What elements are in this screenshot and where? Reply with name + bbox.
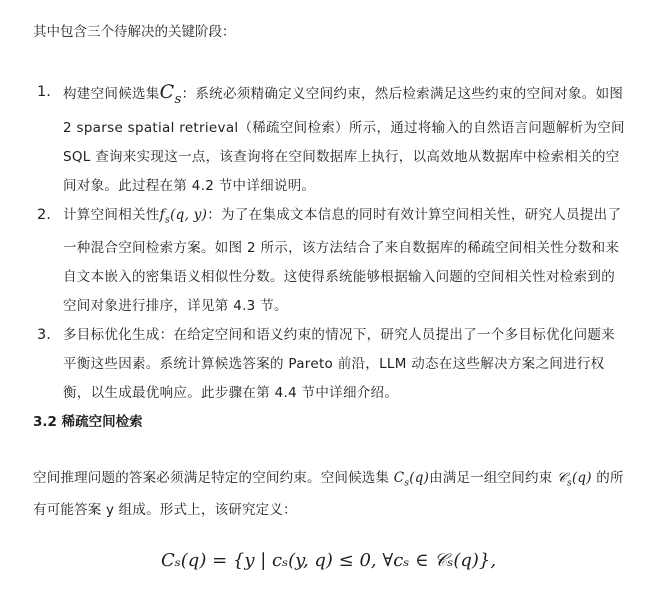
section-title: 3.2 稀疏空间检索 [33,414,143,430]
list-item-text [63,201,627,322]
list-item-number: 3. [37,327,51,344]
list-item-number: 2. [37,206,51,223]
list-item [37,201,627,322]
list-item-lead: 计算空间相关性 [63,206,160,223]
list-item-text: 多目标优化生成：在给定空间和语义约束的情况下，研究人员提出了一个多目标优化问题来平衡这些因素。系统计算候选答案的 Pareto 前沿，LLM 动态在这些解决方案之间进行权衡，以生成最优响应。此步骤在第 4.4 节中详细介绍。 [63,327,615,402]
list-item-number: 1. [37,84,51,100]
math-relevance-fn: $f_s(q$, y) [159,206,208,226]
math-candidate-set: $C_s$ [159,81,182,107]
list-item-body: ：为了在集成文本信息的同时有效计算空间相关性，研究人员提出了一种混合空间检索方案。如图 2 所示，该方法结合了来自数据库的稀疏空间相关性分数和来自文本嵌入的密集语义相似性分数。这使得系统能够根据输入问题的空间相关性对检索到的空间对象进行排序，详见第 4.3 节。 [63,206,622,315]
list-item-lead: 构建空间候选集 [63,86,160,102]
intro-text: 其中包含三个待解决的关键阶段： [33,24,236,40]
math-constraint-set-q: 𝒞$_s$(q) [556,470,592,489]
list-item-body: ：系统必须精确定义空间约束，然后检索满足这些约束的空间对象。如图 2 sparse spatial retrieval（稀疏空间检索）所示，通过将输入的自然语言问题解析为空间 SQL 查询来实现这一点，该查询将在空间数据库上执行，以高效地从数据库中检索相关的空间对象。此过程在第 4.2 节中详细说明。 [63,86,625,194]
definition-equation: Cₛ(q) = {y | cₛ(y, q) ≤ 0, ∀cₛ ∈ 𝒞ₛ(q)}, [160,550,497,571]
list-item [37,321,627,408]
list-item [37,78,627,201]
math-candidate-set-q: $C_s(q)$ [393,470,430,489]
stages-list [37,78,627,408]
body-paragraph: 空间推理问题的答案必须满足特定的空间约束。空间候选集 $C_s(q)$由满足一组空间约束 𝒞$_s$(q) 的所有可能答案 y 组成。形式上，该研究定义： [33,470,624,518]
list-item-text [63,78,627,201]
